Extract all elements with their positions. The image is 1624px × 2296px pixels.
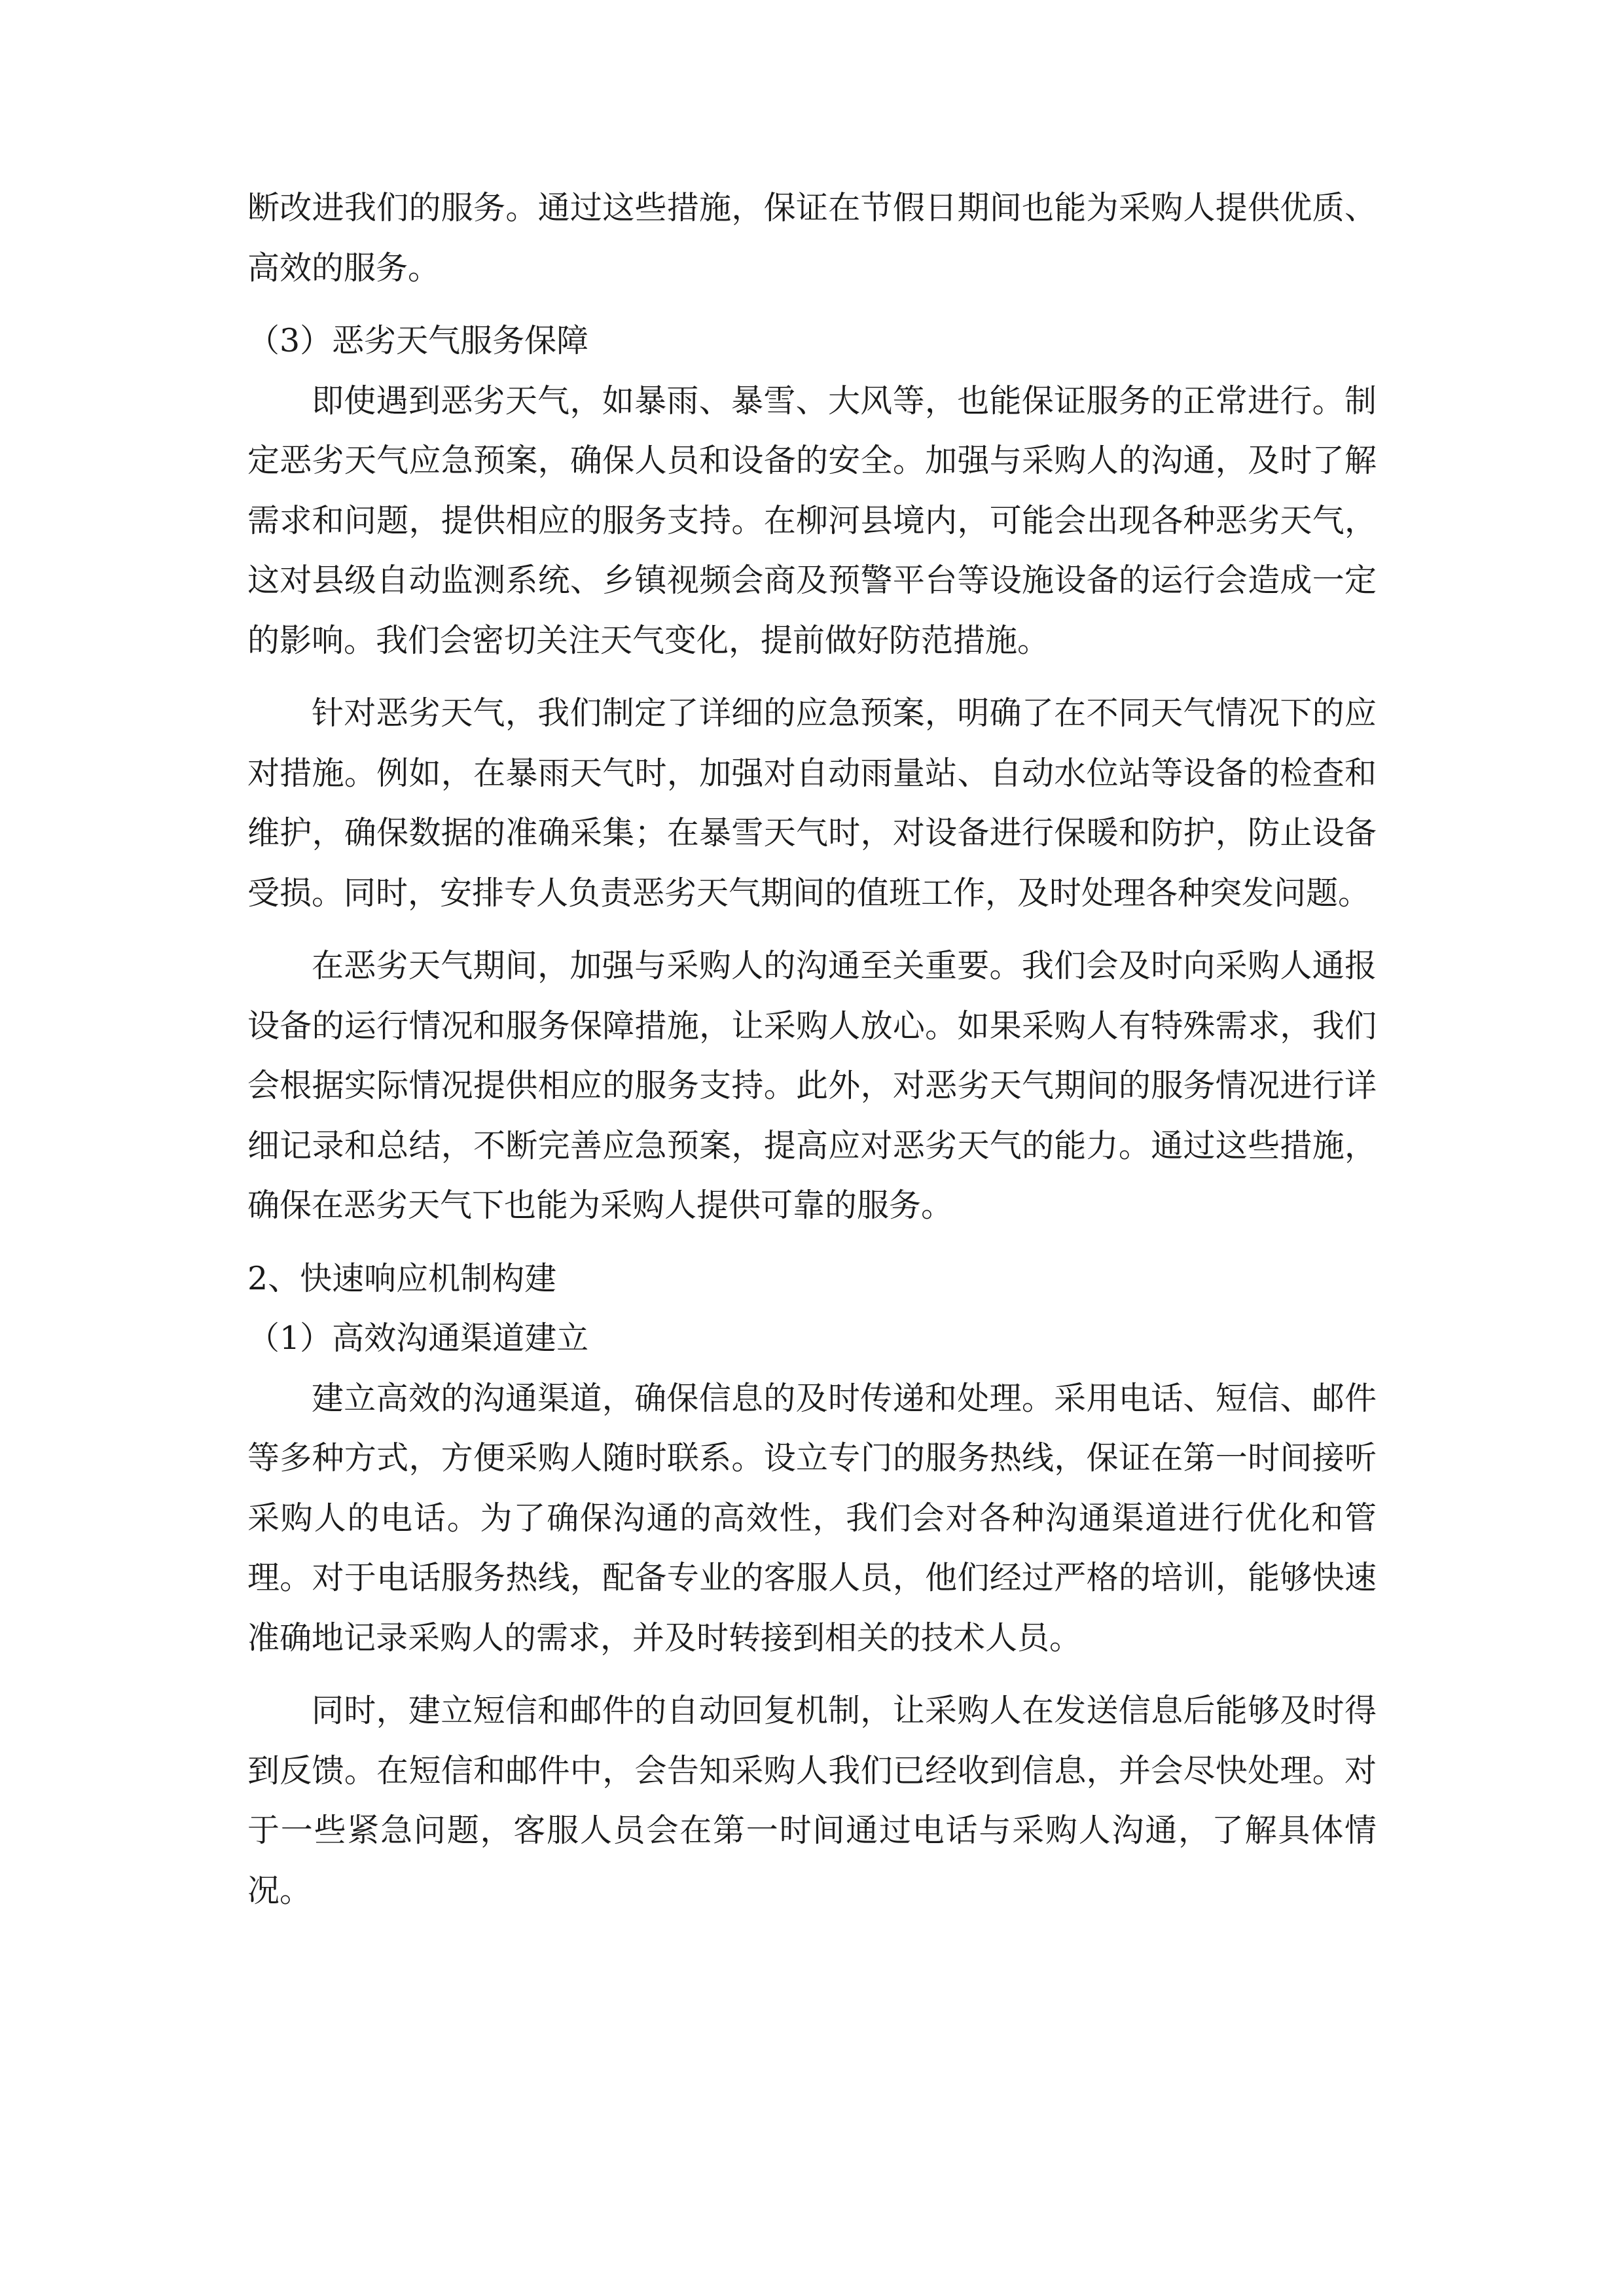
subheading-efficient-channels: （1）高效沟通渠道建立 [247, 1319, 589, 1357]
subheading-bad-weather-service: （3）恶劣天气服务保障 [247, 322, 589, 359]
paragraph-communication: 在恶劣天气期间，加强与采购人的沟通至关重要。我们会及时向采购人通报设备的运行情况和服务保障措施，让采购人放心。如果采购人有特殊需求，我们会根据实际情况提供相应的服务支持。此外，对恶劣天气期间的服务情况进行详细记录和总结，不断完善应急预案，提高应对恶劣天气的能力。通过这些措施，确保在恶劣天气下也能为采购人提供可靠的服务。 [247, 947, 1377, 1224]
paragraph-bad-weather-intro: 即使遇到恶劣天气，如暴雨、暴雪、大风等，也能保证服务的正常进行。制定恶劣天气应急预案，确保人员和设备的安全。加强与采购人的沟通，及时了解需求和问题，提供相应的服务支持。在柳河县境内，可能会出现各种恶劣天气，这对县级自动监测系统、乡镇视频会商及预警平台等设施设备的运行会造成一定的影响。我们会密切关注天气变化，提前做好防范措施。 [247, 382, 1377, 659]
paragraph-emergency-plan: 针对恶劣天气，我们制定了详细的应急预案，明确了在不同天气情况下的应对措施。例如，在暴雨天气时，加强对自动雨量站、自动水位站等设备的检查和维护，确保数据的准确采集；在暴雪天气时，对设备进行保暖和防护，防止设备受损。同时，安排专人负责恶劣天气期间的值班工作，及时处理各种突发问题。 [247, 694, 1377, 912]
heading-rapid-response: 2、快速响应机制构建 [247, 1259, 557, 1297]
paragraph-auto-reply: 同时，建立短信和邮件的自动回复机制，让采购人在发送信息后能够及时得到反馈。在短信和邮件中，会告知采购人我们已经收到信息，并会尽快处理。对于一些紧急问题，客服人员会在第一时间通过电话与采购人沟通，了解具体情况。 [247, 1692, 1377, 1909]
paragraph-channels-detail: 建立高效的沟通渠道，确保信息的及时传递和处理。采用电话、短信、邮件等多种方式，方便采购人随时联系。设立专门的服务热线，保证在第一时间接听采购人的电话。为了确保沟通的高效性，我们会对各种沟通渠道进行优化和管理。对于电话服务热线，配备专业的客服人员，他们经过严格的培训，能够快速准确地记录采购人的需求，并及时转接到相关的技术人员。 [247, 1379, 1377, 1657]
paragraph-continuation: 断改进我们的服务。通过这些措施，保证在节假日期间也能为采购人提供优质、高效的服务。 [247, 189, 1377, 287]
document-body [247, 178, 1377, 1920]
